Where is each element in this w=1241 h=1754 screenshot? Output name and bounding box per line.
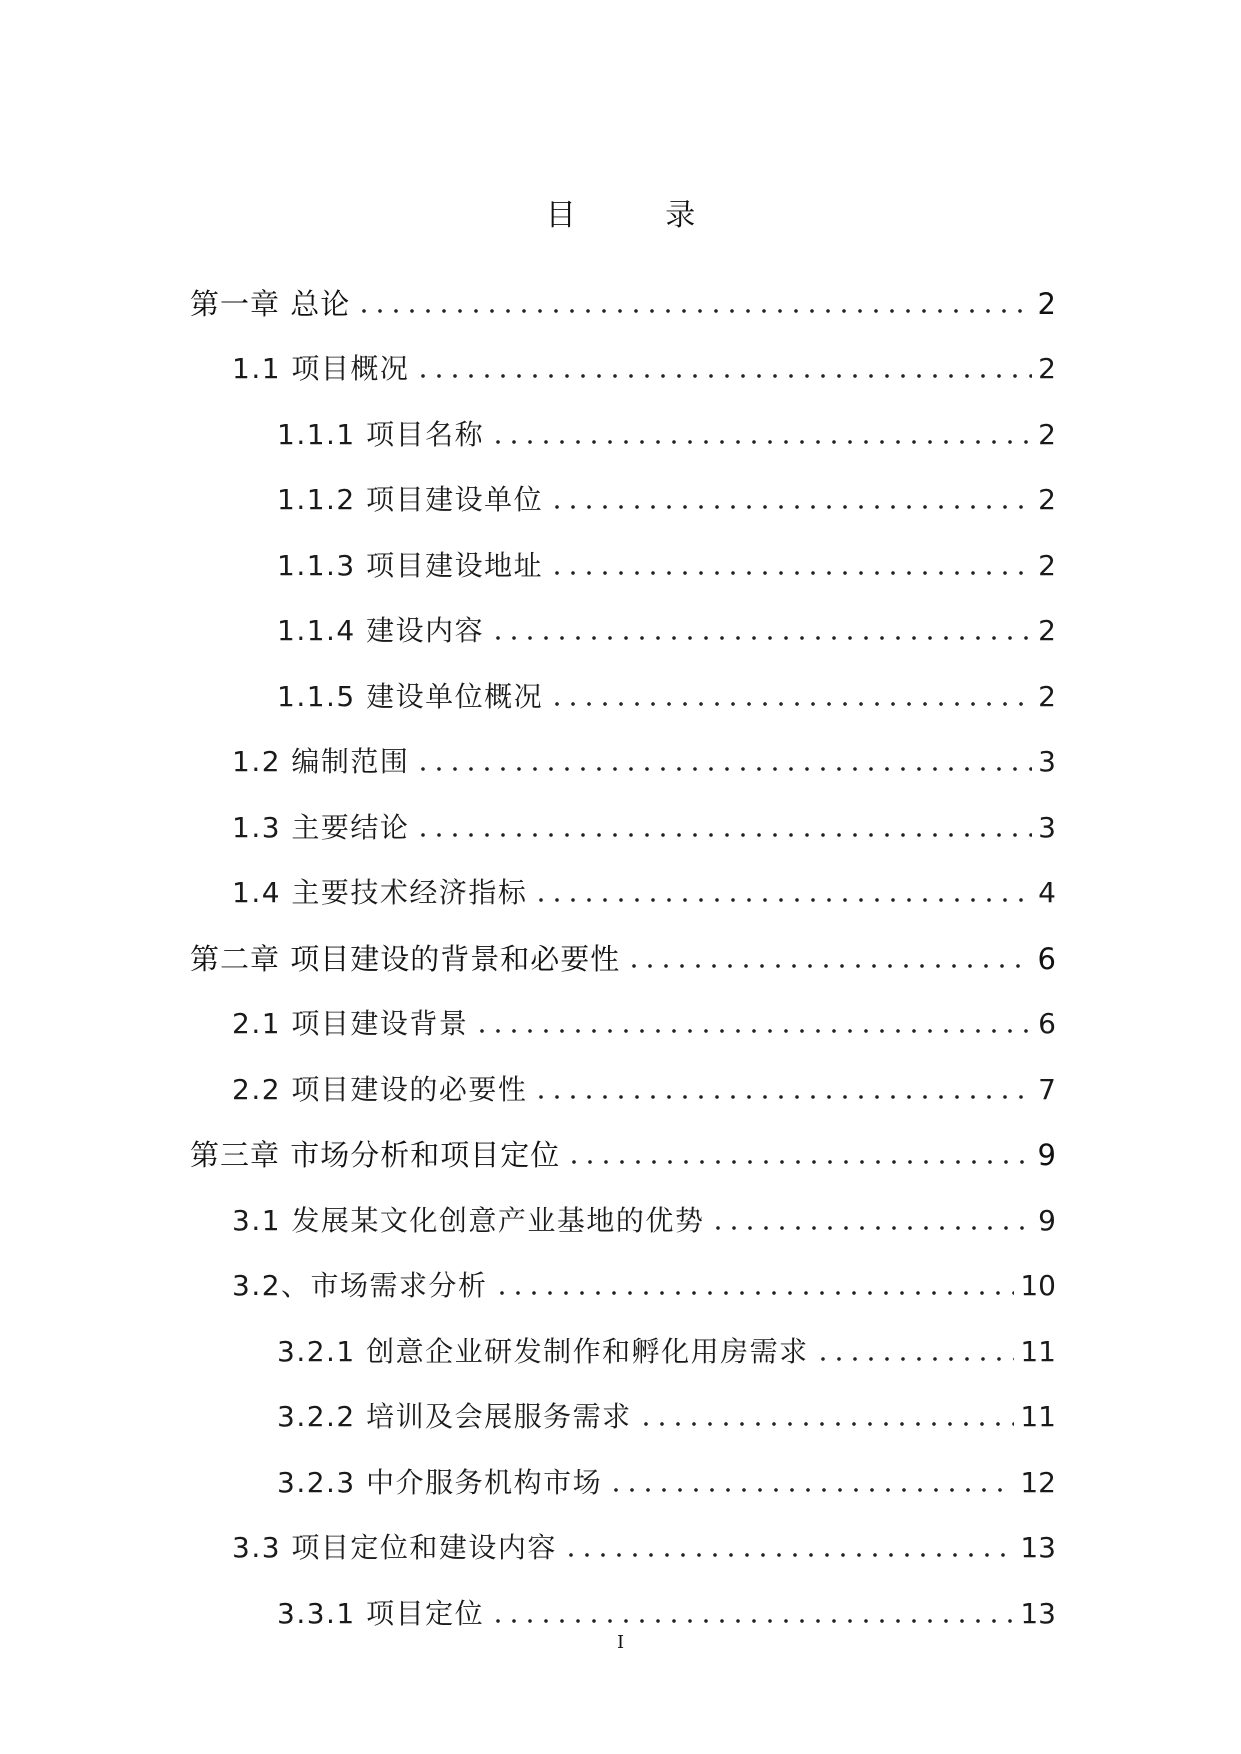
- toc-entry[interactable]: [0, 1175, 1241, 1241]
- toc-entry-label: 1.1 项目概况: [232, 352, 410, 385]
- dot-leader: [490, 1618, 1014, 1624]
- toc-entry-page-number: 2: [1038, 417, 1056, 451]
- toc-entry-page-number: 10: [1020, 1269, 1056, 1302]
- toc-entry-label: 2.2 项目建设的必要性: [232, 1072, 528, 1106]
- toc-entry-label: 1.1.4 建设内容: [277, 614, 485, 647]
- toc-entry[interactable]: [0, 717, 1241, 783]
- toc-entry-page-number: 2: [1038, 548, 1056, 582]
- toc-entry-label: 第二章 项目建设的背景和必要性: [190, 941, 621, 976]
- toc-entry-page-number: 11: [1020, 1400, 1056, 1433]
- dot-leader: [415, 832, 1032, 838]
- toc-entry-label: 3.3.1 项目定位: [277, 1596, 485, 1630]
- toc-entry-label: 1.1.5 建设单位概况: [277, 679, 544, 713]
- toc-entry[interactable]: [0, 1437, 1241, 1503]
- toc-entry-page-number: 13: [1020, 1596, 1056, 1630]
- dot-leader: [490, 635, 1032, 641]
- toc-entry-label: 3.2、市场需求分析: [232, 1269, 488, 1302]
- dot-leader: [533, 897, 1032, 903]
- toc-entry-page-number: 7: [1038, 1072, 1056, 1106]
- page-footer-number: I: [616, 1632, 625, 1653]
- toc-entry-label: 第一章 总论: [190, 286, 351, 321]
- toc-entry-label: 1.1.1 项目名称: [277, 417, 485, 451]
- toc-entry-label: 1.3 主要结论: [232, 810, 410, 844]
- toc-entry-page-number: 3: [1038, 745, 1056, 778]
- toc-entry[interactable]: [0, 651, 1241, 717]
- toc-entry[interactable]: [0, 1044, 1241, 1110]
- dot-leader: [566, 1159, 1031, 1165]
- table-of-contents: [0, 258, 1241, 1634]
- dot-leader: [710, 1225, 1032, 1231]
- dot-leader: [608, 1487, 1014, 1493]
- toc-entry[interactable]: [0, 848, 1241, 914]
- toc-heading: 目 录: [545, 198, 736, 233]
- toc-entry[interactable]: [0, 389, 1241, 455]
- toc-entry-label: 1.1.3 项目建设地址: [277, 548, 544, 582]
- toc-entry-label: 1.1.2 项目建设单位: [277, 483, 544, 516]
- dot-leader: [815, 1356, 1015, 1362]
- toc-entry-label: 3.1 发展某文化创意产业基地的优势: [232, 1203, 705, 1237]
- toc-entry-label: 3.2.3 中介服务机构市场: [277, 1465, 603, 1499]
- toc-entry-label: 第三章 市场分析和项目定位: [190, 1138, 561, 1172]
- dot-leader: [415, 373, 1032, 379]
- toc-entry[interactable]: [0, 520, 1241, 586]
- toc-entry-page-number: 6: [1038, 1007, 1056, 1040]
- toc-entry[interactable]: [0, 782, 1241, 848]
- dot-leader: [549, 504, 1032, 510]
- toc-entry-label: 1.2 编制范围: [232, 745, 410, 778]
- dot-leader: [638, 1421, 1015, 1427]
- toc-entry-label: 3.3 项目定位和建设内容: [232, 1531, 557, 1564]
- toc-entry-page-number: 9: [1037, 1138, 1056, 1172]
- toc-entry-page-number: 2: [1038, 679, 1056, 713]
- toc-entry-page-number: 6: [1037, 941, 1056, 976]
- dot-leader: [563, 1552, 1014, 1558]
- toc-entry-page-number: 4: [1038, 876, 1056, 909]
- dot-leader: [626, 963, 1031, 969]
- dot-leader: [356, 308, 1031, 314]
- toc-entry-label: 1.4 主要技术经济指标: [232, 876, 528, 909]
- toc-entry-page-number: 13: [1020, 1531, 1056, 1564]
- toc-entry-page-number: 11: [1020, 1334, 1056, 1368]
- dot-leader: [549, 701, 1032, 707]
- toc-entry-label: 3.2.2 培训及会展服务需求: [277, 1400, 632, 1433]
- toc-entry-label: 2.1 项目建设背景: [232, 1007, 469, 1040]
- toc-entry[interactable]: [0, 913, 1241, 979]
- toc-entry[interactable]: [0, 258, 1241, 324]
- toc-entry[interactable]: [0, 1306, 1241, 1372]
- toc-entry[interactable]: [0, 324, 1241, 390]
- toc-entry[interactable]: [0, 586, 1241, 652]
- toc-entry-page-number: 3: [1038, 810, 1056, 844]
- toc-entry[interactable]: [0, 1503, 1241, 1569]
- toc-entry-page-number: 2: [1038, 614, 1056, 647]
- toc-entry-label: 3.2.1 创意企业研发制作和孵化用房需求: [277, 1334, 809, 1368]
- toc-entry[interactable]: [0, 979, 1241, 1045]
- toc-entry-page-number: 2: [1038, 352, 1056, 385]
- toc-entry[interactable]: [0, 455, 1241, 521]
- toc-entry[interactable]: [0, 1110, 1241, 1176]
- dot-leader: [474, 1028, 1032, 1034]
- toc-entry[interactable]: [0, 1241, 1241, 1307]
- toc-entry-page-number: 2: [1037, 286, 1056, 321]
- dot-leader: [490, 439, 1032, 445]
- dot-leader: [415, 766, 1032, 772]
- toc-entry-page-number: 9: [1038, 1203, 1056, 1237]
- toc-entry[interactable]: [0, 1372, 1241, 1438]
- dot-leader: [494, 1290, 1015, 1296]
- dot-leader: [549, 570, 1032, 576]
- toc-entry[interactable]: [0, 1568, 1241, 1634]
- toc-entry-page-number: 12: [1020, 1465, 1056, 1499]
- toc-entry-page-number: 2: [1038, 483, 1056, 516]
- dot-leader: [533, 1094, 1032, 1100]
